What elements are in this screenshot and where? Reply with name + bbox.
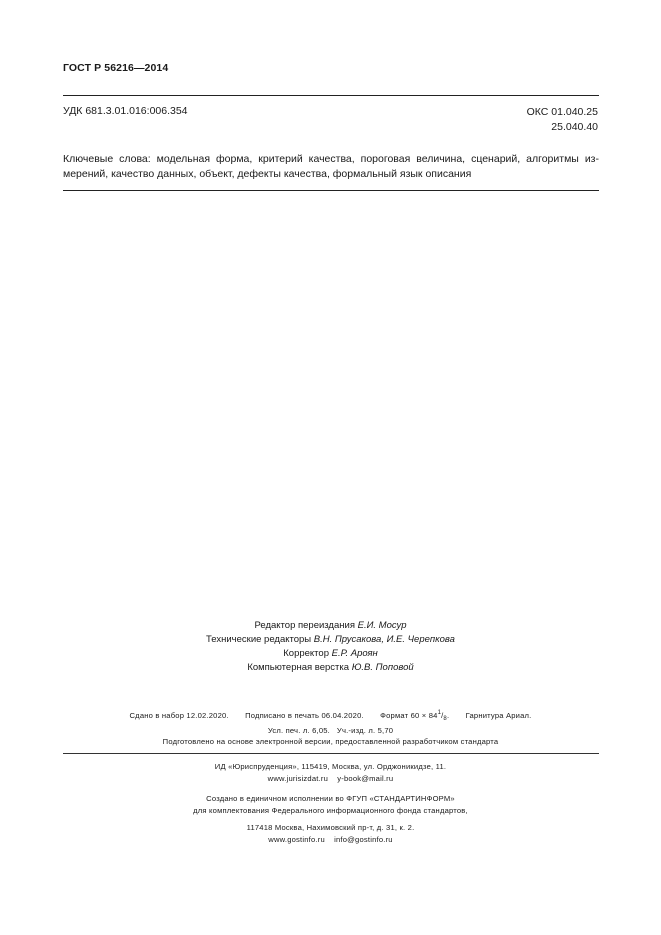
prepared-note: Подготовлено на основе электронной версии, предоставленной разработчиком стандарта bbox=[162, 737, 499, 746]
oks-code-2: 25.040.40 bbox=[551, 121, 598, 133]
signed-date: Подписано в печать 06.04.2020. bbox=[245, 711, 364, 720]
keywords-line-2: мерений, качество данных, объект, дефекты качества, формальный язык описания bbox=[63, 168, 472, 180]
publisher-block bbox=[0, 761, 661, 785]
keywords-rule bbox=[63, 190, 599, 191]
oks-code-1: ОКС 01.040.25 bbox=[526, 106, 598, 118]
creator-line-1: Создано в единичном исполнении во ФГУП «СТАНДАРТИНФОРМ» bbox=[206, 794, 455, 803]
tech-names: В.Н. Прусакова, И.Е. Черепкова bbox=[313, 634, 455, 645]
format: Формат $60 \times 84^1/_8$. bbox=[380, 710, 450, 722]
editor-role: Редактор переиздания bbox=[254, 620, 355, 631]
udk-code: УДК 681.3.01.016:006.354 bbox=[63, 105, 188, 117]
creator-line-3: 117418 Москва, Нахимовский пр-т, д. 31, к. 2. bbox=[246, 823, 415, 832]
keywords bbox=[63, 152, 599, 182]
standard-designation: ГОСТ Р 56216—2014 bbox=[63, 62, 169, 74]
layout-name: Ю.В. Поповой bbox=[351, 662, 414, 673]
publication-sheets: Уч.-изд. л. 5,70 bbox=[336, 726, 394, 735]
credit-layout bbox=[0, 661, 661, 675]
top-rule bbox=[63, 95, 599, 96]
print-sheets: Усл. печ. л. 6,05. bbox=[267, 726, 330, 735]
publisher-rule bbox=[63, 753, 599, 754]
format-den: 8 bbox=[443, 716, 447, 722]
font-info: Гарнитура Ариал. bbox=[465, 711, 532, 720]
corrector-role: Корректор bbox=[283, 648, 329, 659]
editor-name: Е.И. Мосур bbox=[357, 620, 407, 631]
format-suffix: . bbox=[446, 711, 450, 720]
oks-codes bbox=[527, 105, 598, 135]
creator-block bbox=[0, 793, 661, 846]
credit-tech-editors bbox=[0, 633, 661, 647]
corrector-name: Е.Р. Ароян bbox=[331, 648, 378, 659]
keywords-line-1: Ключевые слова: модельная форма, критерий качества, пороговая величина, сценарий, алгоритмы из- bbox=[63, 153, 599, 165]
print-info bbox=[0, 707, 661, 737]
sent-date: Сдано в набор 12.02.2020. bbox=[129, 711, 229, 720]
format-num: 1 bbox=[437, 710, 442, 716]
credits-block bbox=[0, 619, 661, 675]
creator-line-4: www.gostinfo.ru info@gostinfo.ru bbox=[268, 835, 393, 844]
print-row-1 bbox=[0, 707, 661, 725]
creator-line-2: для комплектования Федерального информационного фонда стандартов, bbox=[193, 806, 468, 815]
credit-corrector bbox=[0, 647, 661, 661]
publisher-line-1: ИД «Юриспруденция», 115419, Москва, ул. Орджоникидзе, 11. bbox=[214, 762, 447, 771]
credit-editor bbox=[0, 619, 661, 633]
tech-role: Технические редакторы bbox=[206, 634, 312, 645]
publisher-line-2: www.jurisizdat.ru y-book@mail.ru bbox=[267, 774, 394, 783]
layout-role: Компьютерная верстка bbox=[247, 662, 350, 673]
format-prefix: Формат 60 × 84 bbox=[380, 711, 438, 720]
